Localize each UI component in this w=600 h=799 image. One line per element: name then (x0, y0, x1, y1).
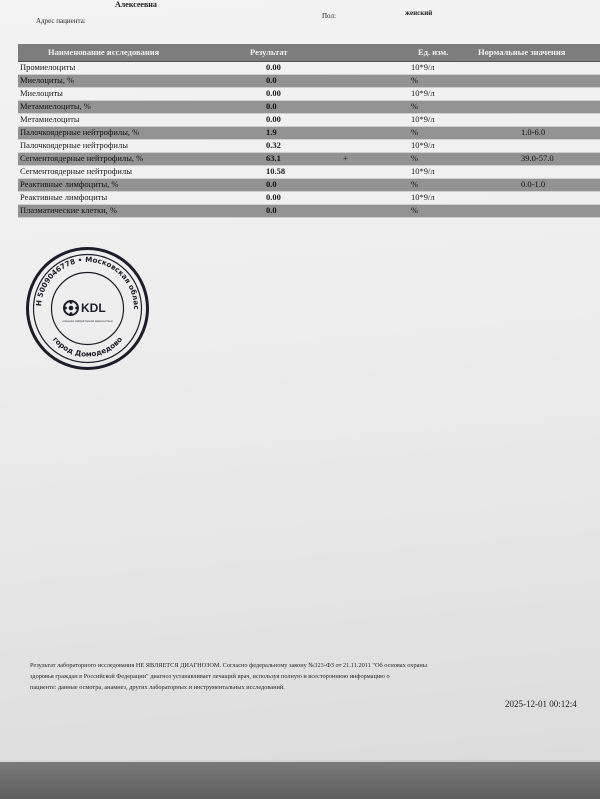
disclaimer-line: здоровья граждан в Российской Федерации" диагноз устанавливает лечащий врач, используя полную и всестороннюю информацию о (30, 673, 390, 680)
table-row (18, 192, 600, 205)
test-value: 0.0 (266, 179, 277, 189)
disclaimer-line: Результат лабораторного исследования НЕ ЯВЛЯЕТСЯ ДИАГНОЗОМ. Согласно федеральному закону №323-ФЗ от 21.11.2011 "Об основах охраны (30, 662, 427, 669)
table-row (18, 88, 600, 101)
test-name: Реактивные лимфоциты (20, 192, 108, 202)
table-header (18, 44, 600, 62)
table-row (18, 140, 600, 153)
patient-name: Алексеевна (115, 0, 157, 9)
test-value: 0.00 (266, 62, 281, 72)
test-value: 0.00 (266, 192, 281, 202)
test-name: Сегментоядерные нейтрофилы (20, 166, 132, 176)
disclaimer-line: пациенте: данные осмотра, анамнез, других лабораторных и инструментальных исследований. (30, 684, 285, 691)
test-flag: + (343, 153, 348, 163)
kdl-logo-icon (64, 301, 78, 315)
column-header-name: Наименование исследования (48, 47, 160, 57)
test-name: Реактивные лимфоциты, % (20, 179, 119, 189)
test-value: 0.32 (266, 140, 281, 150)
test-unit: 10*9/л (411, 140, 435, 150)
organization-stamp (25, 246, 150, 371)
table-row (18, 166, 600, 179)
stamp-logo-text: KDL (81, 301, 106, 315)
test-name: Миелоциты, % (20, 75, 75, 85)
test-unit: 10*9/л (411, 114, 435, 124)
table-row (18, 127, 600, 140)
test-unit: 10*9/л (411, 62, 435, 72)
column-header-unit: Ед. изм. (418, 47, 449, 57)
test-name: Палочкоядерные нейтрофилы (20, 140, 128, 150)
test-value: 1.9 (266, 127, 277, 137)
table-row (18, 114, 600, 127)
test-unit: % (411, 127, 419, 137)
test-unit: 10*9/л (411, 88, 435, 98)
test-norm: 1.0-6.0 (521, 127, 546, 137)
test-name: Сегментоядерные нейтрофилы, % (20, 153, 144, 163)
table-row (18, 101, 600, 114)
test-name: Плазматические клетки, % (20, 205, 118, 215)
test-norm: 0.0-1.0 (521, 179, 546, 189)
test-value: 0.0 (266, 101, 277, 111)
test-unit: 10*9/л (411, 166, 435, 176)
sex-label: Пол: (322, 12, 336, 20)
svg-text:город Домодедово (51, 335, 124, 359)
table-row (18, 75, 600, 88)
print-timestamp: 2025-12-01 00:12:4 (505, 699, 577, 709)
column-header-result: Результат (250, 47, 288, 57)
stamp-inner-caption: клиника лабораторной диагностики (62, 320, 113, 323)
test-value: 0.00 (266, 88, 281, 98)
table-row (18, 179, 600, 192)
address-label: Адрес пациента: (36, 17, 86, 25)
test-unit: 10*9/л (411, 192, 435, 202)
stamp-ring-text-bottom: город Домодедово (50, 334, 125, 359)
test-name: Промиелоциты (20, 62, 76, 72)
test-value: 0.0 (266, 75, 277, 85)
test-norm: 39.0-57.0 (521, 153, 554, 163)
test-name: Миелоциты (20, 88, 63, 98)
test-unit: % (411, 153, 419, 163)
disclaimer (30, 660, 600, 693)
column-header-norm: Нормальные значения (478, 47, 566, 57)
test-value: 0.0 (266, 205, 277, 215)
table-row (18, 62, 600, 75)
test-name: Метамиелоциты (20, 114, 80, 124)
test-unit: % (411, 179, 419, 189)
test-name: Метамиелоциты, % (20, 101, 91, 111)
table-row (18, 205, 600, 218)
stamp-ring-text-top: Н 5009046778 • Московская облас (33, 254, 142, 310)
test-unit: % (411, 205, 419, 215)
sex-value: женский (405, 9, 433, 17)
results-table (18, 44, 600, 218)
test-value: 10.58 (266, 166, 286, 176)
test-value: 63.1 (266, 153, 281, 163)
test-unit: % (411, 75, 419, 85)
test-value: 0.00 (266, 114, 281, 124)
test-name: Палочкоядерные нейтрофилы, % (20, 127, 140, 137)
background-surface (0, 762, 600, 799)
test-unit: % (411, 101, 419, 111)
table-row (18, 153, 600, 166)
